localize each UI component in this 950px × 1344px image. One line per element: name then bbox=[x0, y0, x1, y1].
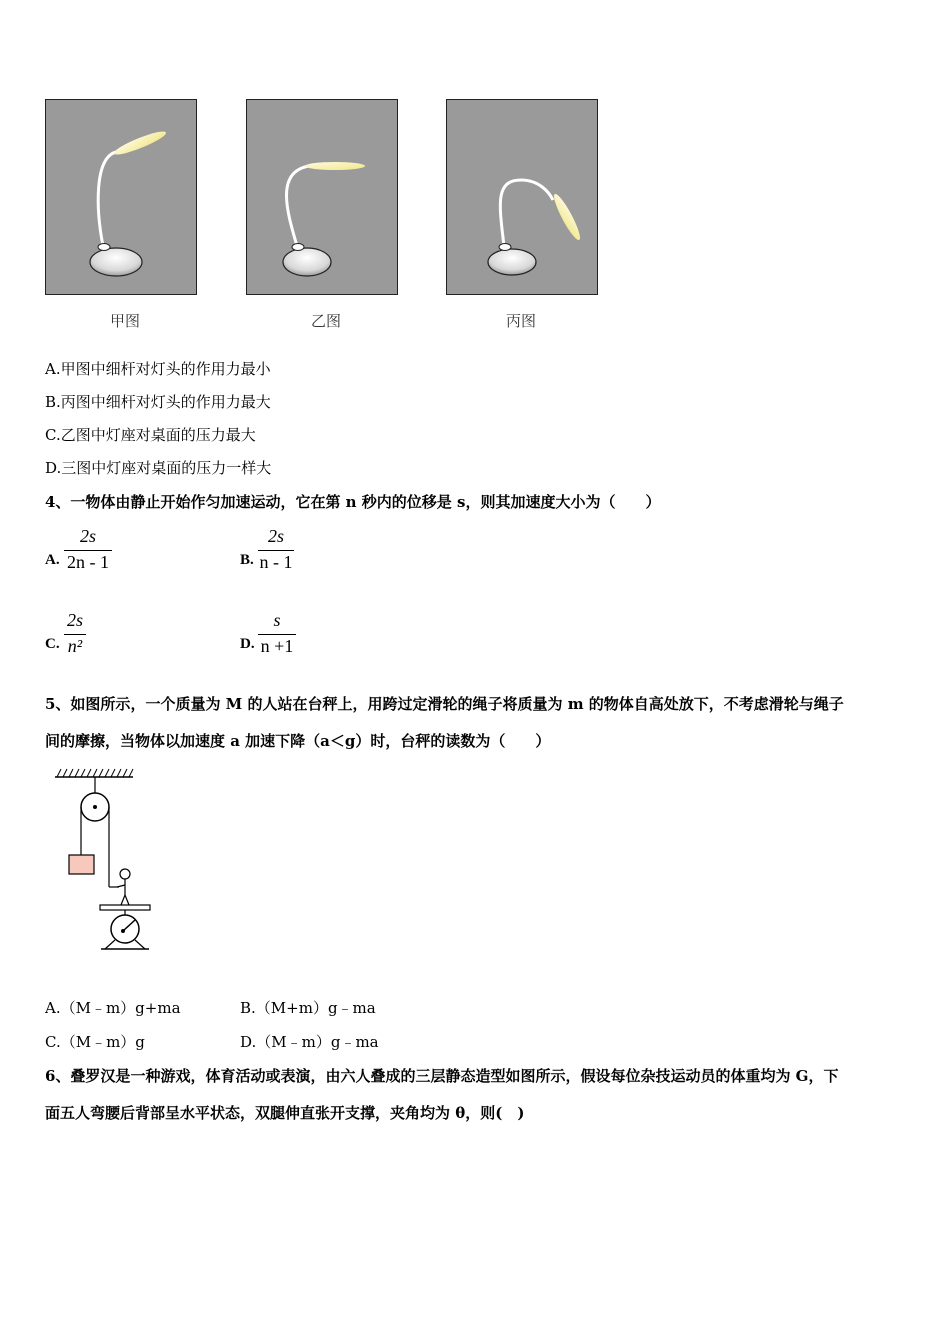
q4-option-a-fraction bbox=[64, 526, 112, 576]
q5-stem-line2: 间的摩擦，当物体以加速度 a 加速下降（a＜g）时，台秤的读数为（ ） bbox=[45, 732, 551, 750]
fraction-bar bbox=[258, 634, 296, 635]
pulley-scale-diagram bbox=[45, 765, 165, 961]
caption-yi: 乙图 bbox=[311, 312, 342, 330]
q6-stem-line2: 面五人弯腰后背部呈水平状态，双腿伸直张开支撑，夹角均为 θ，则( ) bbox=[45, 1104, 525, 1122]
lamp-jia-illustration bbox=[46, 100, 196, 294]
q4-option-d-denominator: n +1 bbox=[260, 636, 294, 656]
q4-option-c-fraction bbox=[64, 610, 86, 660]
fraction-bar bbox=[258, 550, 294, 551]
q4-option-d-fraction bbox=[258, 610, 296, 660]
lamp-yi-illustration bbox=[247, 100, 397, 294]
q5-option-b: B.（M+m）g﹣ma bbox=[240, 999, 376, 1017]
q4-option-b-letter: B. bbox=[240, 552, 254, 568]
lamp-figure-bing bbox=[446, 99, 598, 295]
q4-option-a-denominator: 2n - 1 bbox=[67, 552, 109, 572]
lamp-figure-jia bbox=[45, 99, 197, 295]
q5-stem-line1: 5、如图所示，一个质量为 M 的人站在台秤上，用跨过定滑轮的绳子将质量为 m 的物体自高处放下，不考虑滑轮与绳子 bbox=[45, 695, 844, 713]
pulley-scale-illustration bbox=[45, 765, 165, 957]
q3-option-d: D.三图中灯座对桌面的压力一样大 bbox=[45, 459, 272, 477]
q4-option-a-letter: A. bbox=[45, 552, 60, 568]
q4-option-b-numerator: 2s bbox=[267, 526, 284, 546]
lamp-figure-yi bbox=[246, 99, 398, 295]
fraction-bar bbox=[64, 634, 86, 635]
q4-option-b-fraction bbox=[258, 526, 294, 576]
q4-option-a-numerator: 2s bbox=[79, 526, 96, 546]
q4-option-c-letter: C. bbox=[45, 636, 60, 652]
q4-stem: 4、一物体由静止开始作匀加速运动，它在第 n 秒内的位移是 s，则其加速度大小为（ ） bbox=[45, 493, 661, 511]
q5-option-c: C.（M﹣m）g bbox=[45, 1033, 145, 1051]
q4-option-d-numerator: s bbox=[273, 610, 281, 630]
q5-option-a: A.（M﹣m）g+ma bbox=[45, 999, 181, 1017]
q4-option-c-denominator: n² bbox=[67, 636, 83, 656]
q4-option-d-letter: D. bbox=[240, 636, 255, 652]
caption-jia: 甲图 bbox=[110, 312, 141, 330]
q4-option-c-numerator: 2s bbox=[66, 610, 83, 630]
q6-stem-line1: 6、叠罗汉是一种游戏，体育活动或表演，由六人叠成的三层静态造型如图所示，假设每位杂技运动员的体重均为 G，下 bbox=[45, 1067, 839, 1085]
q3-option-b: B.丙图中细杆对灯头的作用力最大 bbox=[45, 393, 271, 411]
lamp-bing-illustration bbox=[447, 100, 597, 294]
q5-option-d: D.（M﹣m）g﹣ma bbox=[240, 1033, 379, 1051]
fraction-bar bbox=[64, 550, 112, 551]
q4-option-b-denominator: n - 1 bbox=[259, 552, 293, 572]
q3-option-a: A.甲图中细杆对灯头的作用力最小 bbox=[45, 360, 271, 378]
caption-bing: 丙图 bbox=[506, 312, 537, 330]
q3-option-c: C.乙图中灯座对桌面的压力最大 bbox=[45, 426, 256, 444]
